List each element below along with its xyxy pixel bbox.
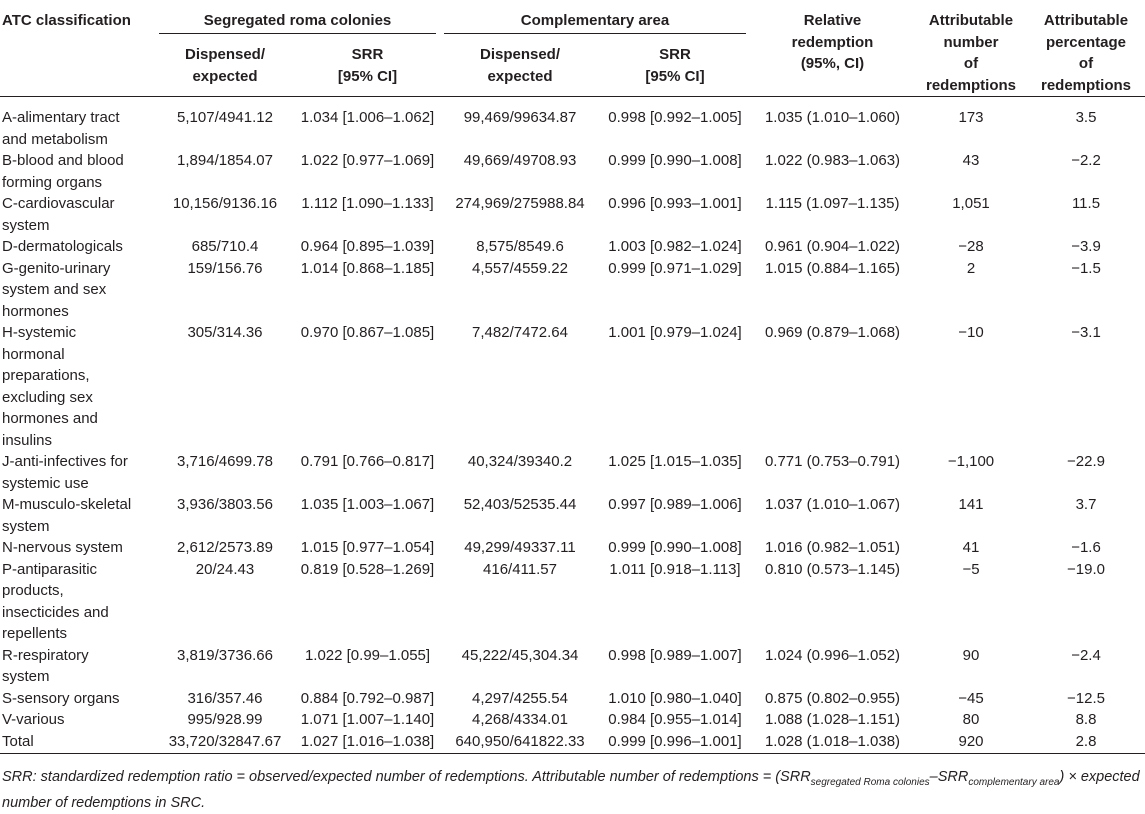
cell-attr-p: 2.8 [1027, 731, 1145, 754]
cell-comp-srr: 0.999 [0.990–1.008] [608, 152, 742, 169]
atc-cell: S-sensory organs [2, 689, 120, 707]
atc-cell: J-anti-infectives for systemic use [2, 453, 128, 492]
cell-attr-n: 43 [962, 152, 980, 169]
cell-comp-srr: 1.003 [0.982–1.024] [608, 238, 742, 255]
cell-attr-n: −5 [962, 560, 980, 578]
cell-comp-de: 49,669/49708.93 [463, 152, 577, 169]
header-row-1 [0, 0, 1145, 40]
cell-attr-n: 2 [966, 259, 976, 277]
table-row [0, 258, 1145, 323]
table-row [0, 193, 1145, 236]
cell-comp-de: 99,469/99634.87 [463, 109, 577, 126]
atc-cell: D-dermatologicals [2, 238, 123, 255]
cell-attr-n: 173 [958, 109, 984, 126]
cell-src-srr: 0.964 [0.895–1.039] [300, 238, 435, 255]
cell-rel: 1.022 (0.983–1.063) [764, 152, 901, 169]
table-row [0, 494, 1145, 537]
table-row [0, 731, 1145, 754]
cell-comp-srr: 0.999 [0.971–1.029] [608, 259, 742, 277]
cell-comp-srr: 0.998 [0.989–1.007] [608, 646, 742, 664]
header-comp-srr: SRR [95% CI] [645, 46, 705, 85]
cell-attr-n: 920 [915, 731, 1027, 754]
header-complementary-area: Complementary area [440, 0, 750, 40]
cell-attr-n: 90 [962, 646, 980, 664]
header-relative-redemption: Relative redemption (95%, CI) [791, 12, 874, 72]
atc-cell: P-antiparasitic products, insecticides and repellents [2, 560, 109, 642]
cell-comp-srr: 0.999 [0.996–1.001] [600, 731, 750, 754]
cell-src-de: 3,716/4699.78 [177, 453, 273, 470]
header-comp-dispensed-expected: Dispensed/ expected [479, 46, 561, 85]
cell-comp-de: 49,299/49337.11 [464, 539, 576, 556]
header-attributable-number: Attributable number of redemptions [925, 12, 1016, 94]
atc-cell: Total [0, 731, 155, 754]
table-row [0, 559, 1145, 645]
cell-rel: 1.015 (0.884–1.165) [764, 259, 901, 277]
cell-src-srr: 0.819 [0.528–1.269] [300, 560, 435, 578]
cell-comp-de: 274,969/275988.84 [455, 195, 585, 212]
cell-src-de: 1,894/1854.07 [177, 152, 273, 169]
cell-attr-n: 41 [962, 539, 980, 556]
table-footnote: SRR: standardized redemption ratio = observed/expected number of redemptions. Attributable number of redemptions = $(SRR_{segregated Roma colonies}-SRR_{complementary area})$ × expected number of redemptions in SRC. [2, 769, 1140, 811]
cell-rel: 1.028 (1.018–1.038) [750, 731, 915, 754]
table-row [0, 709, 1145, 731]
cell-attr-p: −22.9 [1067, 453, 1105, 470]
cell-attr-n: −1,100 [947, 453, 995, 470]
cell-rel: 1.016 (0.982–1.051) [764, 539, 901, 556]
table-row [0, 150, 1145, 193]
cell-rel: 1.035 (1.010–1.060) [764, 109, 901, 126]
cell-comp-srr: 0.996 [0.993–1.001] [608, 195, 742, 212]
cell-rel: 0.771 (0.753–0.791) [764, 453, 901, 470]
cell-attr-n: −10 [958, 324, 984, 341]
cell-src-de: 2,612/2573.89 [177, 539, 273, 556]
cell-attr-p: −1.6 [1071, 539, 1101, 556]
cell-rel: 1.115 (1.097–1.135) [765, 195, 900, 212]
cell-src-srr: 0.970 [0.867–1.085] [300, 324, 435, 341]
cell-attr-p: −3.1 [1071, 324, 1101, 341]
header-src-dispensed-expected: Dispensed/ expected [184, 46, 266, 85]
cell-src-de: 20/24.43 [195, 560, 255, 578]
cell-src-de: 995/928.99 [187, 711, 263, 728]
table-row [0, 107, 1145, 150]
table-body [0, 107, 1145, 754]
cell-attr-n: 80 [962, 711, 980, 728]
cell-attr-p: −3.9 [1071, 238, 1101, 255]
cell-src-srr: 1.014 [0.868–1.185] [300, 259, 435, 277]
cell-src-srr: 0.791 [0.766–0.817] [300, 453, 435, 470]
cell-comp-de: 45,222/45,304.34 [461, 646, 579, 664]
table-row [0, 645, 1145, 688]
cell-rel: 0.961 (0.904–1.022) [764, 238, 901, 255]
cell-src-de: 685/710.4 [191, 238, 259, 255]
cell-src-srr: 1.022 [0.977–1.069] [300, 152, 435, 169]
cell-rel: 1.088 (1.028–1.151) [764, 711, 901, 728]
cell-attr-n: −45 [958, 689, 984, 707]
cell-attr-n: 141 [958, 496, 984, 513]
cell-rel: 1.024 (0.996–1.052) [764, 646, 901, 664]
cell-comp-de: 4,268/4334.01 [472, 711, 568, 728]
cell-comp-de: 52,403/52535.44 [463, 496, 577, 513]
table-row [0, 688, 1145, 710]
atc-cell: M-musculo-skeletal system [2, 496, 132, 535]
cell-src-de: 3,819/3736.66 [177, 646, 273, 664]
atc-cell: V-various [2, 711, 65, 728]
header-attributable-percentage: Attributable percentage of redemptions [1040, 12, 1131, 94]
cell-src-srr: 1.071 [1.007–1.140] [300, 711, 435, 728]
header-src-srr: SRR [95% CI] [337, 46, 398, 85]
cell-attr-p: −1.5 [1071, 259, 1101, 277]
cell-attr-n: −28 [958, 238, 984, 255]
cell-attr-n: 1,051 [952, 195, 990, 212]
cell-src-de: 5,107/4941.12 [177, 109, 273, 126]
cell-src-srr: 1.027 [1.016–1.038] [295, 731, 440, 754]
cell-src-srr: 1.022 [0.99–1.055] [304, 646, 431, 664]
cell-comp-srr: 1.025 [1.015–1.035] [608, 453, 742, 470]
cell-comp-de: 416/411.57 [483, 560, 557, 578]
atc-cell: C-cardiovascular system [2, 195, 115, 234]
cell-src-de: 316/357.46 [187, 689, 263, 707]
cell-attr-p: −2.4 [1071, 646, 1101, 664]
cell-rel: 0.969 (0.879–1.068) [764, 324, 901, 341]
cell-src-srr: 1.112 [1.090–1.133] [301, 195, 434, 212]
cell-rel: 1.037 (1.010–1.067) [764, 496, 901, 513]
cell-src-srr: 1.035 [1.003–1.067] [300, 496, 435, 513]
cell-comp-de: 40,324/39340.2 [467, 453, 573, 470]
table-row [0, 537, 1145, 559]
cell-attr-p: 3.7 [1075, 496, 1097, 513]
cell-comp-de: 640,950/641822.33 [440, 731, 600, 754]
cell-rel: 0.810 (0.573–1.145) [764, 560, 901, 578]
cell-src-srr: 1.034 [1.006–1.062] [300, 109, 435, 126]
atc-cell: B-blood and blood forming organs [2, 152, 124, 191]
cell-comp-de: 4,557/4559.22 [472, 259, 568, 277]
cell-src-de: 159/156.76 [187, 259, 263, 277]
cell-comp-srr: 0.999 [0.990–1.008] [608, 539, 742, 556]
table-row [0, 322, 1145, 451]
cell-comp-de: 7,482/7472.64 [472, 324, 568, 341]
atc-cell: A-alimentary tract and metabolism [2, 109, 120, 148]
cell-comp-srr: 1.001 [0.979–1.024] [608, 324, 742, 341]
table-row [0, 236, 1145, 258]
cell-rel: 0.875 (0.802–0.955) [764, 689, 901, 707]
cell-attr-p: 11.5 [1071, 195, 1101, 212]
cell-attr-p: 3.5 [1075, 109, 1097, 126]
cell-src-srr: 0.884 [0.792–0.987] [300, 689, 435, 707]
cell-attr-p: −2.2 [1071, 152, 1101, 169]
cell-comp-srr: 0.998 [0.992–1.005] [608, 109, 742, 126]
atc-cell: R-respiratory system [2, 646, 89, 685]
cell-comp-de: 8,575/8549.6 [476, 238, 564, 255]
table-row [0, 451, 1145, 494]
atc-cell: H-systemic hormonal preparations, excluding sex hormones and insulins [2, 324, 98, 449]
atc-cell: G-genito-urinary system and sex hormones [2, 259, 111, 320]
cell-src-de: 305/314.36 [187, 324, 263, 341]
cell-src-de: 33,720/32847.67 [155, 731, 295, 754]
cell-comp-srr: 0.997 [0.989–1.006] [608, 496, 742, 513]
cell-attr-p: −19.0 [1067, 560, 1105, 578]
header-segregated-roma-colonies: Segregated roma colonies [155, 0, 440, 40]
cell-src-de: 3,936/3803.56 [177, 496, 273, 513]
cell-src-srr: 1.015 [0.977–1.054] [300, 539, 435, 556]
cell-attr-p: 8.8 [1075, 711, 1097, 728]
cell-src-de: 10,156/9136.16 [172, 195, 278, 212]
cell-comp-de: 4,297/4255.54 [472, 689, 568, 707]
cell-attr-p: −12.5 [1067, 689, 1105, 707]
cell-comp-srr: 0.984 [0.955–1.014] [608, 711, 742, 728]
header-atc-classification: ATC classification [2, 12, 131, 29]
cell-comp-srr: 1.010 [0.980–1.040] [608, 689, 742, 707]
cell-comp-srr: 1.011 [0.918–1.113] [609, 560, 741, 578]
atc-cell: N-nervous system [2, 539, 123, 556]
